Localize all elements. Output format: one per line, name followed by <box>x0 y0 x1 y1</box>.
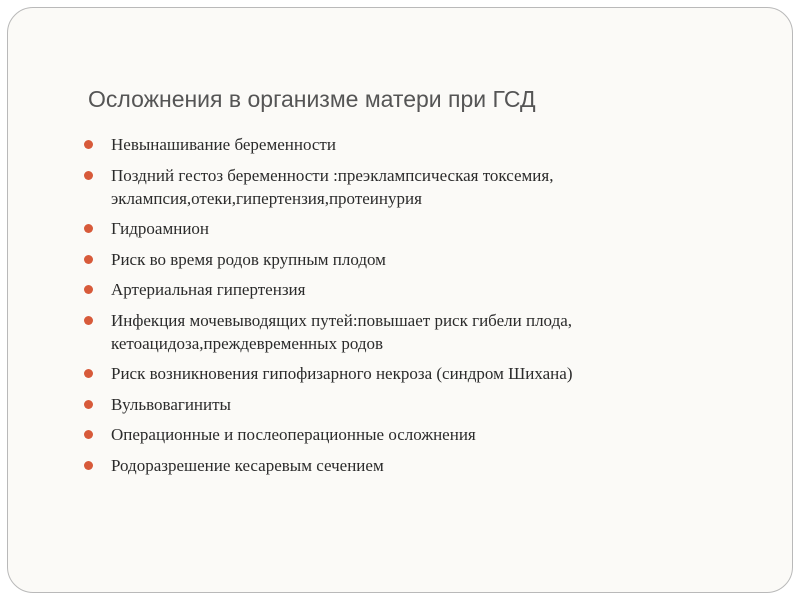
bullet-list <box>84 133 734 484</box>
bullet-dot-icon <box>84 430 93 439</box>
bullet-text: Гидроамнион <box>111 219 210 238</box>
bullet-text: Операционные и послеоперационные осложнения <box>111 425 476 444</box>
bullet-text: Родоразрешение кесаревым сечением <box>111 455 384 475</box>
bullet-text: Невынашивание беременности <box>111 135 336 154</box>
bullet-dot-icon <box>84 400 93 409</box>
bullet-dot-icon <box>84 461 93 470</box>
bullet-dot-icon <box>84 171 93 180</box>
bullet-dot-icon <box>84 316 93 325</box>
bullet-item <box>84 217 734 240</box>
slide-title: Осложнения в организме матери при ГСД <box>88 86 536 112</box>
bullet-text: Инфекция мочевыводящих путей:повышает риск гибели плода, кетоацидоза,преждевременных родов <box>111 310 573 353</box>
bullet-item <box>84 454 734 477</box>
bullet-item <box>84 393 734 416</box>
bullet-item <box>84 278 734 301</box>
bullet-dot-icon <box>84 140 93 149</box>
bullet-text: Поздний гестоз беременности :преэклампсическая токсемия, эклампсия,отеки,гипертензия,протеинурия <box>111 165 554 208</box>
bullet-text: Вульвовагиниты <box>111 394 231 414</box>
bullet-dot-icon <box>84 369 93 378</box>
bullet-item <box>84 248 734 271</box>
bullet-item <box>84 423 734 446</box>
bullet-item <box>84 309 734 355</box>
bullet-item <box>84 362 734 385</box>
bullet-text: Артериальная гипертензия <box>111 280 306 299</box>
bullet-dot-icon <box>84 285 93 294</box>
bullet-item <box>84 164 734 210</box>
bullet-item <box>84 133 734 156</box>
bullet-dot-icon <box>84 255 93 264</box>
bullet-text: Риск во время родов крупным плодом <box>111 249 386 269</box>
bullet-text: Риск возникновения гипофизарного некроза (синдром Шихана) <box>111 364 573 383</box>
bullet-dot-icon <box>84 224 93 233</box>
